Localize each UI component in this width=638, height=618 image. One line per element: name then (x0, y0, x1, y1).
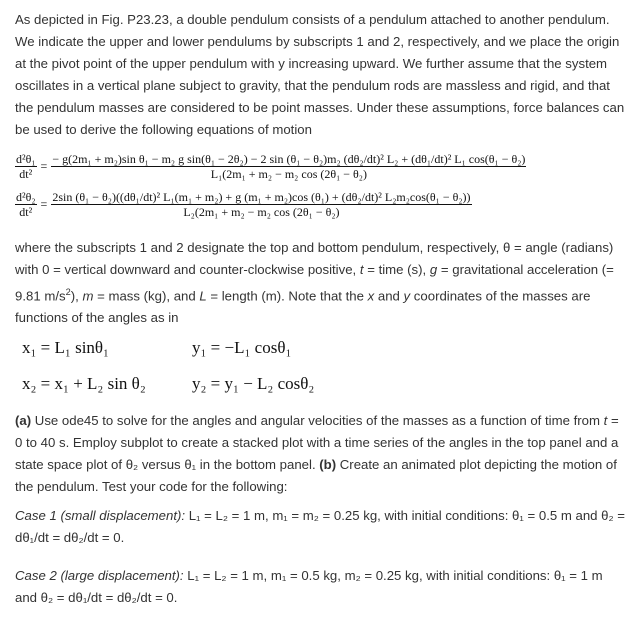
superscript-2: 2 (65, 287, 71, 297)
case-2-label: Case 2 (large displacement): (15, 568, 184, 583)
where-text-4: ), (70, 288, 83, 304)
coord-x1: x₁ = L₁ sinθ₁ (22, 338, 109, 357)
where-text-8: coordinates of the masses are functions of the angles as in (15, 288, 591, 326)
where-text-2: = time (s), (363, 262, 430, 277)
task-paragraph (15, 410, 625, 498)
part-a-text-2: = 0 to 40 s. Employ subplot to create a stacked plot with a time series of the angles in the top panel and a state space plot of θ₂ versus θ₁ in the bottom panel. (15, 413, 619, 472)
eq1-lhs-den: dt² (19, 167, 33, 181)
eq1-numerator: − g(2m₁ + m₂)sin θ₁ − m₂ g sin(θ₁ − 2θ₂) − 2 sin (θ₁ − θ₂)m₂ (dθ₂/dt)² L₂ + (dθ₁/dt)² L₁ cos(θ₁ − θ₂) (52, 152, 526, 166)
case-1-text: L₁ = L₂ = 1 m, m₁ = m₂ = 0.25 kg, with initial conditions: θ₁ = 0.5 m and θ₂ = dθ₁/dt = dθ₂/dt = 0. (15, 508, 625, 545)
part-b-label: (b) (319, 457, 337, 472)
intro-paragraph: As depicted in Fig. P23.23, a double pendulum consists of a pendulum attached to another pendulum. We indicate the upper and lower pendulums by subscripts 1 and 2, respectively, and we place the origin at the pivot point of the upper pendulum with y increasing upward. We further assume that the system oscillates in a vertical plane subject to gravity, that the pendulum rods are massless and rigid, and that the pendulum masses are considered to be point masses. Under these assumptions, force balances can be used to derive the following equations of motion (15, 12, 625, 137)
eq2-denominator: L₂(2m₁ + m₂ − m₂ cos (2θ₁ − θ₂) (183, 205, 340, 219)
coord-x2: x₂ = x₁ + L₂ sin θ₂ (22, 374, 146, 393)
eq2-lhs (15, 190, 37, 219)
case-1-label: Case 1 (small displacement): (15, 508, 186, 523)
equation-2 (15, 190, 638, 226)
var-m: m (82, 288, 94, 304)
eq2-rhs (51, 190, 471, 219)
var-g: g (429, 262, 438, 277)
part-a-label: (a) (15, 413, 32, 428)
var-L: L (199, 288, 207, 304)
where-text-5: = mass (kg), and (93, 288, 200, 304)
part-a-text: Use ode45 to solve for the angles and angular velocities of the masses as a function of time from (31, 413, 604, 428)
where-text-3: = gravitational acceleration (= 9.81 m/s (15, 262, 614, 304)
case-2-text: L₁ = L₂ = 1 m, m₁ = 0.5 kg, m₂ = 0.25 kg, with initial conditions: θ₁ = 1 m and θ₂ = dθ₁/dt = dθ₂/dt = 0. (15, 568, 603, 605)
var-y: y (403, 288, 411, 304)
where-paragraph (15, 237, 625, 329)
coord-y2: y₂ = y₁ − L₂ cosθ₂ (192, 374, 315, 393)
var-x: x (367, 288, 375, 304)
equation-1 (15, 152, 638, 186)
eq1-lhs-num: d²θ₁ (16, 152, 36, 166)
where-text-7: and (374, 288, 404, 304)
eq1-equals: = (40, 159, 48, 173)
case-2-paragraph (15, 565, 625, 609)
part-b-text: Create an animated plot depicting the motion of the pendulum. Test your code for the following: (15, 457, 617, 494)
eq2-numerator: 2sin (θ₁ − θ₂)((dθ₁/dt)² L₁(m₁ + m₂) + g (m₁ + m₂)cos (θ₁) + (dθ₂/dt)² L₂m₂cos(θ₁ − θ₂)) (52, 190, 471, 204)
coord-y1: y₁ = −L₁ cosθ₁ (192, 338, 292, 357)
eq1-rhs (51, 152, 526, 181)
eq2-equals: = (40, 197, 48, 211)
eq1-denominator: L₁(2m₁ + m₂ − m₂ cos (2θ₁ − θ₂) (210, 167, 367, 181)
eq2-lhs-num: d²θ₂ (16, 190, 36, 204)
case-1-paragraph (15, 505, 625, 549)
where-text-1: where the subscripts 1 and 2 designate the top and bottom pendulum, respectively, θ = angle (radians) with 0 = vertical downward and counter-clockwise positive, (15, 240, 614, 277)
where-text-6: = length (m). Note that the (206, 288, 368, 304)
var-t: t (359, 262, 364, 277)
eq2-lhs-den: dt² (19, 205, 33, 219)
eq1-lhs (15, 152, 37, 181)
var-t-task: t (603, 413, 608, 428)
